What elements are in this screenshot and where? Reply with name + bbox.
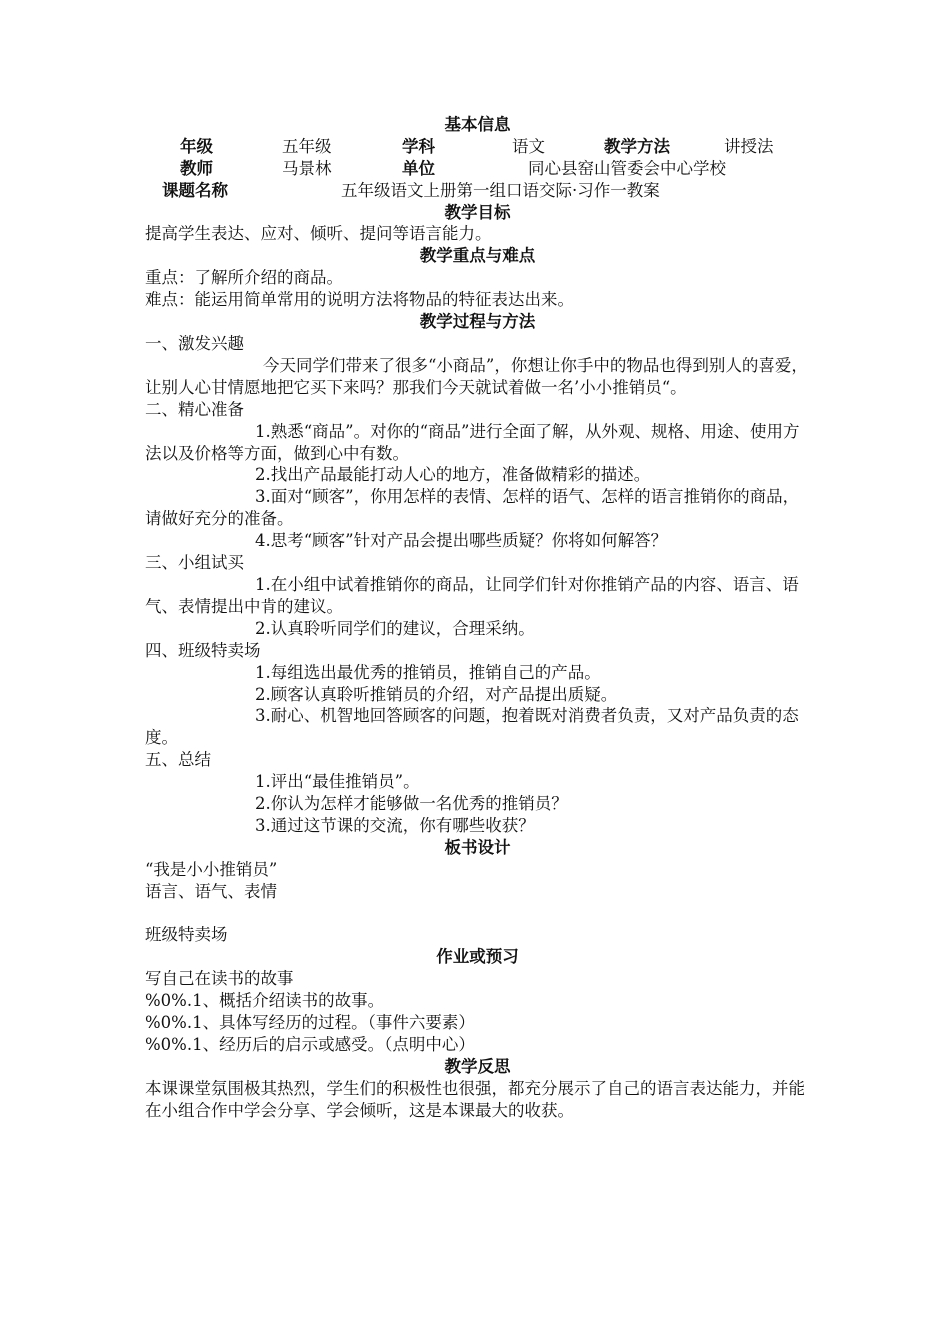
section-5-item: 2.你认为怎样才能够做一名优秀的推销员？: [255, 794, 568, 814]
section-2-item: 3.面对“顾客”，你用怎样的表情、怎样的语气、怎样的语言推销你的商品，请做好充分的准备。: [145, 487, 800, 529]
section-5-item: 3.通过这节课的交流，你有哪些收获？: [255, 815, 535, 835]
homework-item: %0%.1、具体写经历的过程。（事件六要素）: [145, 1013, 475, 1033]
homework-intro: 写自己在读书的故事: [145, 969, 294, 989]
info-row-2: [145, 158, 810, 180]
section-4-item: 3.耐心、机智地回答顾客的问题，抱着既对消费者负责，又对产品负责的态度。: [145, 706, 799, 748]
section-3-title: 三、小组试买: [145, 553, 244, 573]
method-value: 讲授法: [724, 136, 774, 156]
section-2-title: 二、精心准备: [145, 399, 244, 419]
basic-info-heading: 基本信息: [444, 115, 511, 134]
grade-value: 五年级: [282, 136, 332, 156]
goals-heading: 教学目标: [444, 202, 511, 222]
section-4-title: 四、班级特卖场: [145, 640, 261, 660]
lesson-plan-document: [145, 114, 810, 1122]
subject-value: 语文: [512, 136, 545, 156]
reflection-heading: 教学反思: [444, 1056, 511, 1076]
board-line-1: “我是小小推销员”: [145, 859, 278, 879]
goals-text: 提高学生表达、应对、倾听、提问等语言能力。: [145, 224, 492, 244]
grade-label: 年级: [180, 136, 213, 156]
blank-line: [145, 903, 810, 925]
key-point-text: 重点：了解所介绍的商品。: [145, 268, 343, 288]
method-label: 教学方法: [604, 136, 670, 156]
difficult-point-text: 难点：能运用简单常用的说明方法将物品的特征表达出来。: [145, 290, 574, 310]
topic-label: 课题名称: [162, 180, 228, 200]
unit-value: 同心县窑山管委会中心学校: [528, 158, 726, 178]
unit-label: 单位: [402, 158, 435, 178]
homework-item: %0%.1、经历后的启示或感受。（点明中心）: [145, 1035, 475, 1054]
teacher-label: 教师: [180, 158, 213, 178]
board-heading: 板书设计: [444, 837, 511, 857]
section-1-text: 今天同学们带来了很多“小商品”，你想让你手中的物品也得到别人的喜爱，让别人心甘情愿地把它买下来吗？那我们今天就试着做一名’小小推销员“。: [145, 355, 808, 397]
section-2-item: 4.思考“顾客”针对产品会提出哪些质疑？你将如何解答？: [255, 531, 668, 551]
reflection-text: 本课课堂氛围极其热烈，学生们的积极性也很强，都充分展示了自己的语言表达能力，并能在小组合作中学会分享、学会倾听，这是本课最大的收获。: [145, 1078, 805, 1120]
process-heading: 教学过程与方法: [419, 312, 536, 332]
key-points-heading: 教学重点与难点: [419, 246, 536, 266]
teacher-value: 马景林: [282, 158, 332, 178]
section-2-item: 1.熟悉“商品”。对你的“商品”进行全面了解，从外观、规格、用途、使用方法以及价格等方面，做到心中有数。: [145, 421, 800, 463]
topic-value: 五年级语文上册第一组口语交际·习作一教案: [341, 180, 660, 200]
info-row-3: [145, 180, 810, 202]
board-line-2: 语言、语气、表情: [145, 881, 277, 901]
section-4-item: 1.每组选出最优秀的推销员，推销自己的产品。: [255, 662, 601, 682]
section-5-item: 1.评出“最佳推销员”。: [255, 772, 420, 792]
section-1-title: 一、激发兴趣: [145, 334, 244, 354]
homework-heading: 作业或预习: [436, 947, 519, 967]
section-3-item: 1.在小组中试着推销你的商品，让同学们针对你推销产品的内容、语言、语气、表情提出中肯的建议。: [145, 574, 799, 616]
section-4-item: 2.顾客认真聆听推销员的介绍，对产品提出质疑。: [255, 684, 618, 704]
section-2-item: 2.找出产品最能打动人心的地方，准备做精彩的描述。: [255, 465, 651, 485]
info-row-1: [145, 136, 810, 158]
section-3-item: 2.认真聆听同学们的建议，合理采纳。: [255, 618, 535, 638]
board-line-3: 班级特卖场: [145, 925, 228, 945]
homework-item: %0%.1、概括介绍读书的故事。: [145, 991, 385, 1011]
subject-label: 学科: [402, 136, 435, 156]
section-5-title: 五、总结: [145, 750, 211, 770]
